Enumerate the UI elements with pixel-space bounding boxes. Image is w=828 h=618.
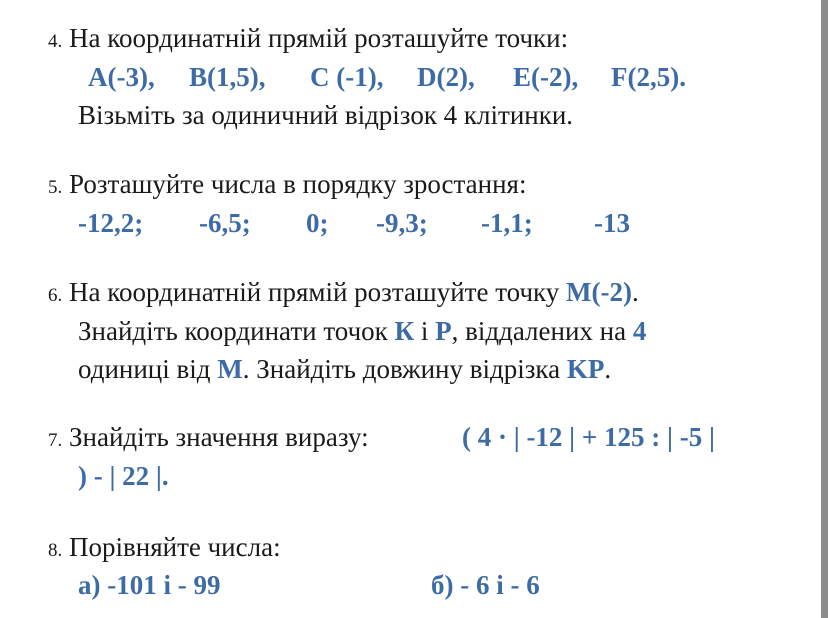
task-5-heading <box>48 168 526 204</box>
task-4-heading <box>48 22 568 58</box>
task-4-point-e <box>513 61 578 93</box>
line-3-text: одиниці від <box>78 354 211 384</box>
task-7-heading <box>48 421 369 457</box>
value-1: -12,2; <box>78 208 144 238</box>
expression-part-2: ) - | 22 |. <box>78 461 169 491</box>
value-5: -1,1; <box>481 208 533 238</box>
value-3: 0; <box>306 208 329 238</box>
point-e: E(-2), <box>513 62 579 92</box>
task-number: 6. <box>48 285 63 306</box>
task-text: Порівняйте числа: <box>69 532 281 562</box>
conjunction: і <box>420 316 429 346</box>
point-a: A(-3), <box>88 62 155 92</box>
point-m-ref: M <box>217 354 243 384</box>
distance-value: 4 <box>632 316 647 346</box>
expression-part-1: ( 4 · | -12 | + 125 : | -5 | <box>462 422 715 452</box>
point-k: К <box>394 316 415 346</box>
task-number: 7. <box>48 430 63 451</box>
task-6-line-2 <box>78 315 646 347</box>
point-d: D(2), <box>417 62 475 92</box>
value-6: -13 <box>594 208 630 238</box>
point-m: M(-2) <box>566 277 632 307</box>
task-4-point-f <box>611 61 686 93</box>
period: . <box>631 277 639 307</box>
right-edge-bar <box>821 0 828 618</box>
line-3-mid: . Знайдіть довжину відрізка <box>242 354 561 384</box>
task-text: На координатній прямій розташуйте точки: <box>69 23 569 53</box>
task-4-point-b <box>189 61 266 93</box>
segment-kp: KP <box>566 354 605 384</box>
point-f: F(2,5). <box>611 62 686 92</box>
task-4-point-d <box>417 61 475 93</box>
task-text: На координатній прямій розташуйте точку <box>69 277 560 307</box>
task-8-heading <box>48 531 281 567</box>
line-2-rest: , віддалених на <box>451 316 627 346</box>
line-2-text: Знайдіть координати точок <box>78 316 388 346</box>
task-4-note: Візьміть за одиничний відрізок 4 клітинки. <box>78 100 574 130</box>
task-number: 4. <box>48 31 63 52</box>
comparison-a: а) -101 і - 99 <box>78 570 221 600</box>
task-text: Розташуйте числа в порядку зростання: <box>69 169 527 199</box>
task-4-points <box>88 61 155 93</box>
value-2: -6,5; <box>199 208 251 238</box>
task-6-line-1 <box>48 276 639 312</box>
point-p: P <box>435 316 452 346</box>
comparison-b: б) - 6 і - 6 <box>431 570 540 600</box>
point-b: B(1,5), <box>189 62 266 92</box>
point-c: C (-1), <box>310 62 384 92</box>
task-text: Знайдіть значення виразу: <box>69 422 369 452</box>
task-number: 5. <box>48 177 63 198</box>
task-number: 8. <box>48 540 63 561</box>
value-4: -9,3; <box>376 208 428 238</box>
task-4-point-c <box>310 61 383 93</box>
period: . <box>604 354 612 384</box>
task-6-line-3 <box>78 353 611 385</box>
